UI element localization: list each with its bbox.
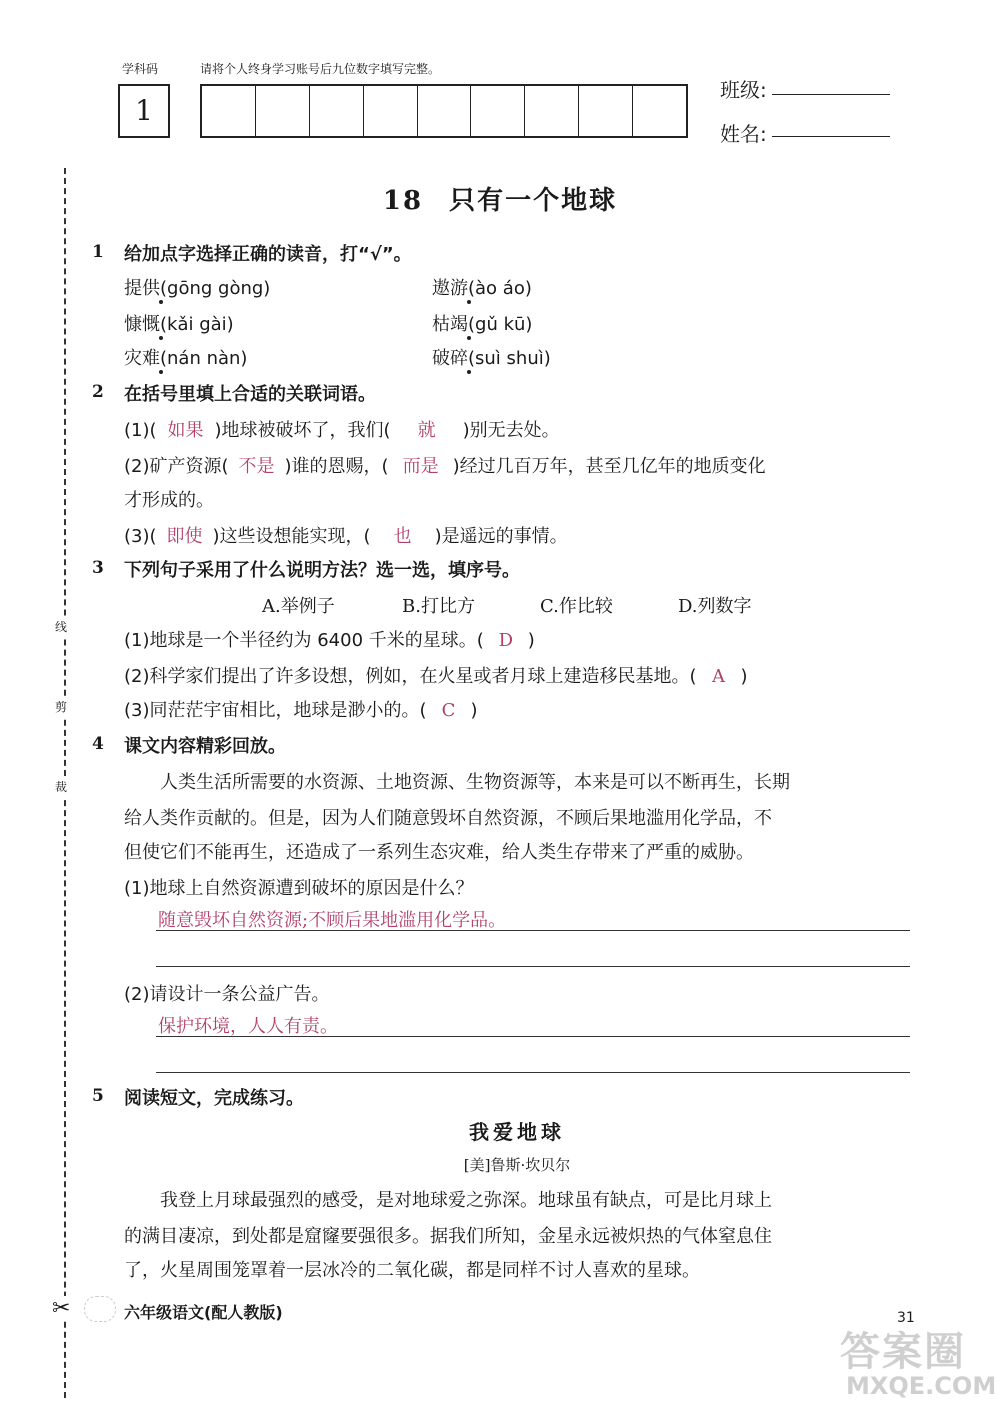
emphasis-dot (159, 336, 163, 340)
answer-text: D (498, 630, 513, 651)
answer-text: 不是 (238, 456, 275, 477)
answer-text: C (441, 700, 456, 721)
question-prompt: 阅读短文，完成练习。 (124, 1088, 304, 1109)
answer-text: 随意毁坏自然资源;不顾后果地滥用化学品。 (158, 910, 507, 931)
account-digit-box[interactable] (256, 86, 310, 136)
lesson-title-text: 只有一个地球 (449, 186, 618, 216)
cut-mark-jian: 剪 (55, 696, 67, 717)
question-number: 3 (92, 558, 104, 578)
question-number: 1 (92, 242, 104, 262)
answer-text: 也 (393, 526, 412, 547)
pinyin-item: 遨游(ào áo) (432, 278, 532, 299)
emphasis-dot (467, 370, 471, 374)
question-prompt: 在括号里填上合适的关联词语。 (124, 384, 376, 405)
class-label: 班级: (720, 78, 767, 102)
question-number: 4 (92, 734, 104, 754)
option-a: A.举例子 (262, 596, 335, 617)
footer-grade-label: 六年级语文(配人教版) (124, 1303, 283, 1322)
answer-line[interactable] (156, 966, 910, 967)
answer-text: 保护环境，人人有责。 (158, 1016, 338, 1037)
footer-decoration (84, 1296, 116, 1322)
account-digit-box[interactable] (579, 86, 633, 136)
question-number: 2 (92, 382, 104, 402)
method-item-1: (1)地球是一个半径约为 6400 千米的星球。( D ) (124, 630, 535, 651)
method-item-2: (2)科学家们提出了许多设想，例如，在火星或者月球上建造移民基地。( A ) (124, 666, 748, 687)
connector-sentence-1: (1)( 如果 )地球被破坏了，我们( 就 )别无去处。 (124, 416, 560, 442)
option-c: C.作比较 (540, 596, 613, 617)
sub-question: (1)地球上自然资源遭到破坏的原因是什么？ (124, 878, 474, 899)
connector-sentence-2: (2)矿产资源( 不是 )谁的恩赐，( 而是 )经过几百万年，甚至几亿年的地质变化 (124, 452, 766, 478)
answer-text: 即使 (166, 526, 203, 547)
account-digit-box[interactable] (364, 86, 418, 136)
article-author: [美]鲁斯·坎贝尔 (463, 1156, 571, 1174)
article-title: 我爱地球 (469, 1120, 565, 1144)
pinyin-item: 破碎(suì shuì) (432, 348, 551, 369)
emphasis-dot (467, 336, 471, 340)
answer-text: 如果 (167, 420, 204, 441)
name-label: 姓名: (720, 122, 767, 146)
class-field-line[interactable] (772, 94, 890, 95)
account-digit-box[interactable] (633, 86, 686, 136)
account-digit-box[interactable] (418, 86, 472, 136)
account-instruction: 请将个人终身学习账号后九位数字填写完整。 (200, 62, 441, 76)
pinyin-item: 灾难(nán nàn) (124, 348, 248, 369)
name-field-line[interactable] (772, 136, 890, 137)
option-b: B.打比方 (402, 596, 475, 617)
page-number: 31 (897, 1310, 915, 1326)
emphasis-dot (159, 300, 163, 304)
answer-text: 就 (417, 420, 436, 441)
answer-text: A (712, 666, 726, 687)
account-digit-box[interactable] (310, 86, 364, 136)
answer-line[interactable] (156, 930, 910, 931)
emphasis-dot (467, 300, 471, 304)
pinyin-item: 枯竭(gǔ kū) (432, 314, 533, 335)
account-digit-box[interactable] (471, 86, 525, 136)
pinyin-item: 提供(gōng gòng) (124, 278, 271, 299)
account-digit-box[interactable] (202, 86, 256, 136)
question-prompt: 给加点字选择正确的读音，打“√”。 (124, 244, 412, 265)
question-prompt: 下列句子采用了什么说明方法？选一选，填序号。 (124, 560, 520, 581)
question-number: 5 (92, 1086, 104, 1106)
passage-line: 给人类作贡献的。但是，因为人们随意毁坏自然资源，不顾后果地滥用化学品，不 (124, 808, 772, 829)
answer-text: 而是 (402, 456, 439, 477)
account-digit-box[interactable] (525, 86, 579, 136)
question-prompt: 课文内容精彩回放。 (124, 736, 286, 757)
scissors-icon: ✂ (52, 1296, 71, 1321)
connector-sentence-3: (3)( 即使 )这些设想能实现，( 也 )是遥远的事情。 (124, 522, 568, 548)
watermark-url: MXQE.COM (846, 1372, 997, 1400)
passage-line: 但使它们不能再生，还造成了一系列生态灾难，给人类生存带来了严重的威胁。 (124, 842, 754, 863)
lesson-number: 18 (382, 186, 424, 216)
passage-line: 的满目凄凉，到处都是窟窿要强很多。据我们所知，金星永远被炽热的气体窒息住 (124, 1226, 772, 1247)
cut-mark-cai: 裁 (55, 776, 67, 797)
account-number-boxes[interactable] (200, 84, 688, 138)
option-d: D.列数字 (678, 596, 752, 617)
pinyin-item: 慷慨(kǎi gài) (124, 314, 234, 335)
cut-mark-xian: 线 (55, 616, 67, 637)
watermark-logo: 答案圈 (840, 1329, 966, 1375)
connector-sentence-2-cont: 才形成的。 (124, 490, 214, 511)
passage-line: 人类生活所需要的水资源、土地资源、生物资源等，本来是可以不断再生，长期 (160, 772, 790, 793)
passage-line: 了，火星周围笼罩着一层冰冷的二氧化碳，都是同样不讨人喜欢的星球。 (124, 1260, 700, 1281)
passage-line: 我登上月球最强烈的感受，是对地球爱之弥深。地球虽有缺点，可是比月球上 (160, 1190, 772, 1211)
emphasis-dot (159, 370, 163, 374)
subject-code-box: 1 (118, 84, 170, 138)
subject-code-label: 学科码 (122, 62, 159, 76)
lesson-title (0, 180, 1000, 217)
sub-question: (2)请设计一条公益广告。 (124, 984, 330, 1005)
answer-line[interactable] (156, 1072, 910, 1073)
answer-line[interactable] (156, 1036, 910, 1037)
method-item-3: (3)同茫茫宇宙相比，地球是渺小的。( C ) (124, 700, 478, 721)
